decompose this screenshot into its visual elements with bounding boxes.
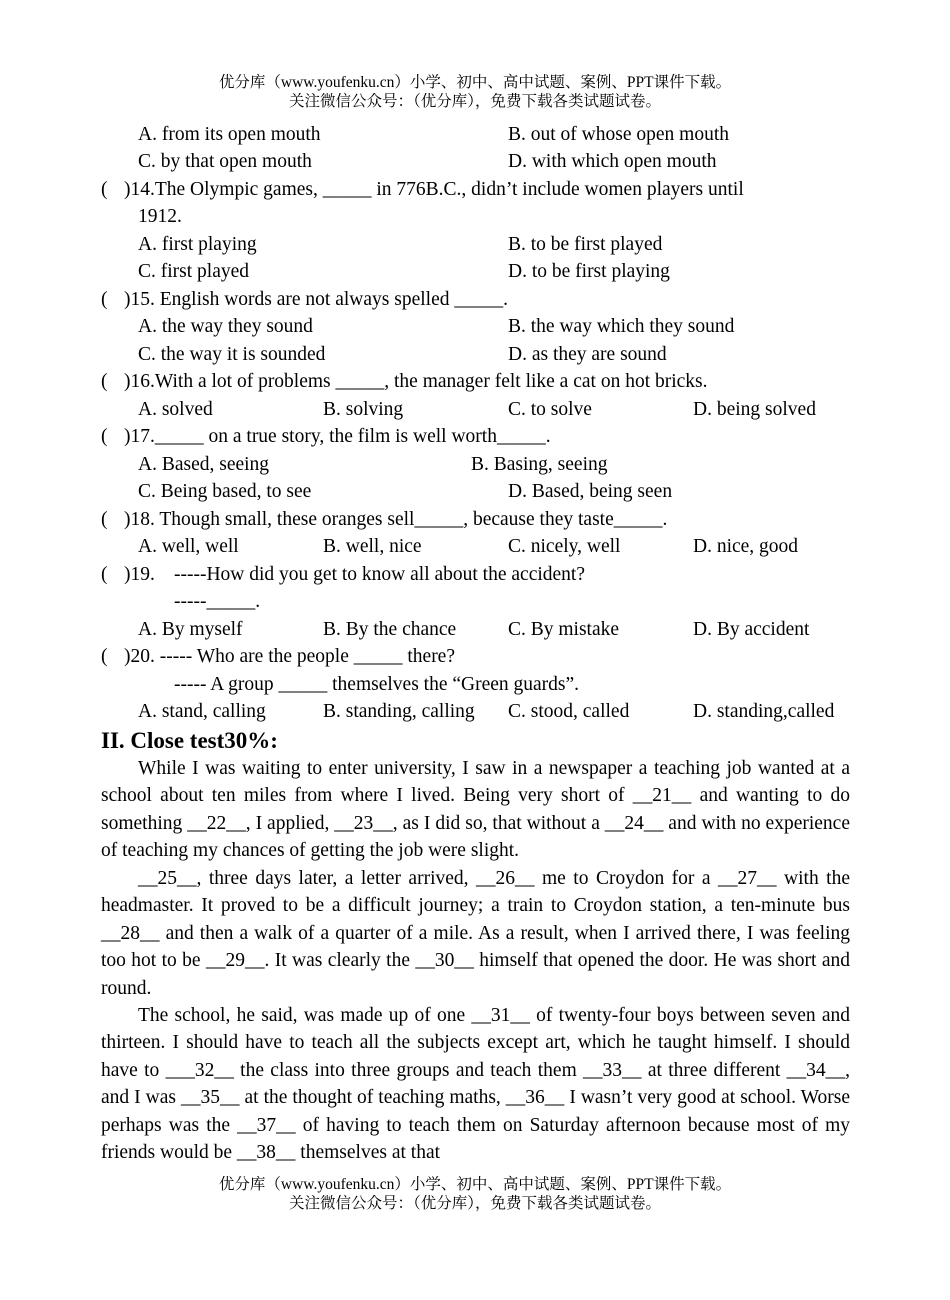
q19-stem: )19. [124,564,155,585]
q15-option-c: C. the way it is sounded [138,344,326,365]
q18-option-c: C. nicely, well [508,536,621,557]
footer-line-1: 优分库（www.youfenku.cn）小学、初中、高中试题、案例、PPT课件下载。 [218,1176,732,1193]
q20-option-c: C. stood, called [508,701,630,722]
q14-option-b: B. to be first played [508,234,663,255]
q18-stem: )18. Though small, these oranges sell_____, because they taste_____. [124,509,668,530]
q17-option-d: D. Based, being seen [508,481,673,502]
q14-option-a: A. first playing [138,234,257,255]
cloze-paragraph-2: __25__, three days later, a letter arrived, __26__ me to Croydon for a __27__ with the headmaster. It proved to be a difficult journey; a train to Croydon station, a ten-minute bus __28__ and then a walk of a quarter of a mile. As a result, when I arrived there, I was feeling too hot to be __29__. It was clearly the __30__ himself that opened the door. He was short and round. [101,868,850,999]
q20-dialogue-line-2: ----- A group _____ themselves the “Green guards”. [174,674,580,695]
q14-paren: ( [101,179,108,200]
q18-paren: ( [101,509,108,530]
q19-dialogue-line-2: -----_____. [174,591,261,612]
q20-option-d: D. standing,called [693,701,835,722]
section-title: II. Close test30%: [101,728,278,753]
q13-option-c: C. by that open mouth [138,151,312,172]
q20-option-b: B. standing, calling [323,701,475,722]
q19-option-a: A. By myself [138,619,243,640]
q14-stem-cont: 1912. [138,206,182,227]
q13-option-d: D. with which open mouth [508,151,717,172]
cloze-paragraph-1: While I was waiting to enter university, I saw in a newspaper a teaching job wanted at a school about ten miles from where I lived. Being very short of __21__ and wanting to do something __22__, I applied, __23__, as I did so, that without a __24__ and with no experience of teaching my chances of getting the job were slight. [101,758,850,862]
q17-option-c: C. Being based, to see [138,481,312,502]
page-header [0,73,950,111]
q15-stem: )15. English words are not always spelled _____. [124,289,508,310]
q16-option-a: A. solved [138,399,213,420]
q13-option-a: A. from its open mouth [138,124,321,145]
q13-option-b: B. out of whose open mouth [508,124,729,145]
q15-paren: ( [101,289,108,310]
q19-option-b: B. By the chance [323,619,457,640]
cloze-paragraph-3: The school, he said, was made up of one __31__ of twenty-four boys between seven and thirteen. I should have to teach all the subjects except art, which he taught himself. I should have to ___32__ the class into three groups and teach them __33__ at three different __34__, and I was __35__ at the thought of teaching maths, __36__ I wasn’t very good at school. Worse perhaps was the __37__ of having to teach them on Saturday afternoon because most of my friends would be __38__ themselves at that [101,1005,850,1164]
q16-stem: )16.With a lot of problems _____, the manager felt like a cat on hot bricks. [124,371,708,392]
q16-option-d: D. being solved [693,399,816,420]
q20-stem: )20. ----- Who are the people _____ there? [124,646,455,667]
q20-option-a: A. stand, calling [138,701,266,722]
q18-option-d: D. nice, good [693,536,799,557]
q14-option-c: C. first played [138,261,250,282]
q19-option-c: C. By mistake [508,619,620,640]
page-footer [0,1175,950,1213]
q14-option-d: D. to be first playing [508,261,670,282]
q15-option-b: B. the way which they sound [508,316,735,337]
q19-option-d: D. By accident [693,619,810,640]
q18-option-a: A. well, well [138,536,239,557]
q19-paren: ( [101,564,108,585]
q17-option-b: B. Basing, seeing [471,454,608,475]
q16-paren: ( [101,371,108,392]
q15-option-a: A. the way they sound [138,316,313,337]
q17-option-a: A. Based, seeing [138,454,270,475]
header-line-1: 优分库（www.youfenku.cn）小学、初中、高中试题、案例、PPT课件下载。 [218,74,732,91]
q18-option-b: B. well, nice [323,536,422,557]
q16-option-c: C. to solve [508,399,592,420]
q20-paren: ( [101,646,108,667]
q19-dialogue-line-1: -----How did you get to know all about the accident? [174,564,585,585]
q17-stem: )17._____ on a true story, the film is well worth_____. [124,426,551,447]
q14-stem: )14.The Olympic games, _____ in 776B.C., didn’t include women players until [124,179,744,200]
q16-option-b: B. solving [323,399,404,420]
footer-line-2: 关注微信公众号：（优分库），免费下载各类试题试卷。 [288,1195,661,1212]
q17-paren: ( [101,426,108,447]
q15-option-d: D. as they are sound [508,344,667,365]
header-line-2: 关注微信公众号：（优分库），免费下载各类试题试卷。 [288,93,661,110]
